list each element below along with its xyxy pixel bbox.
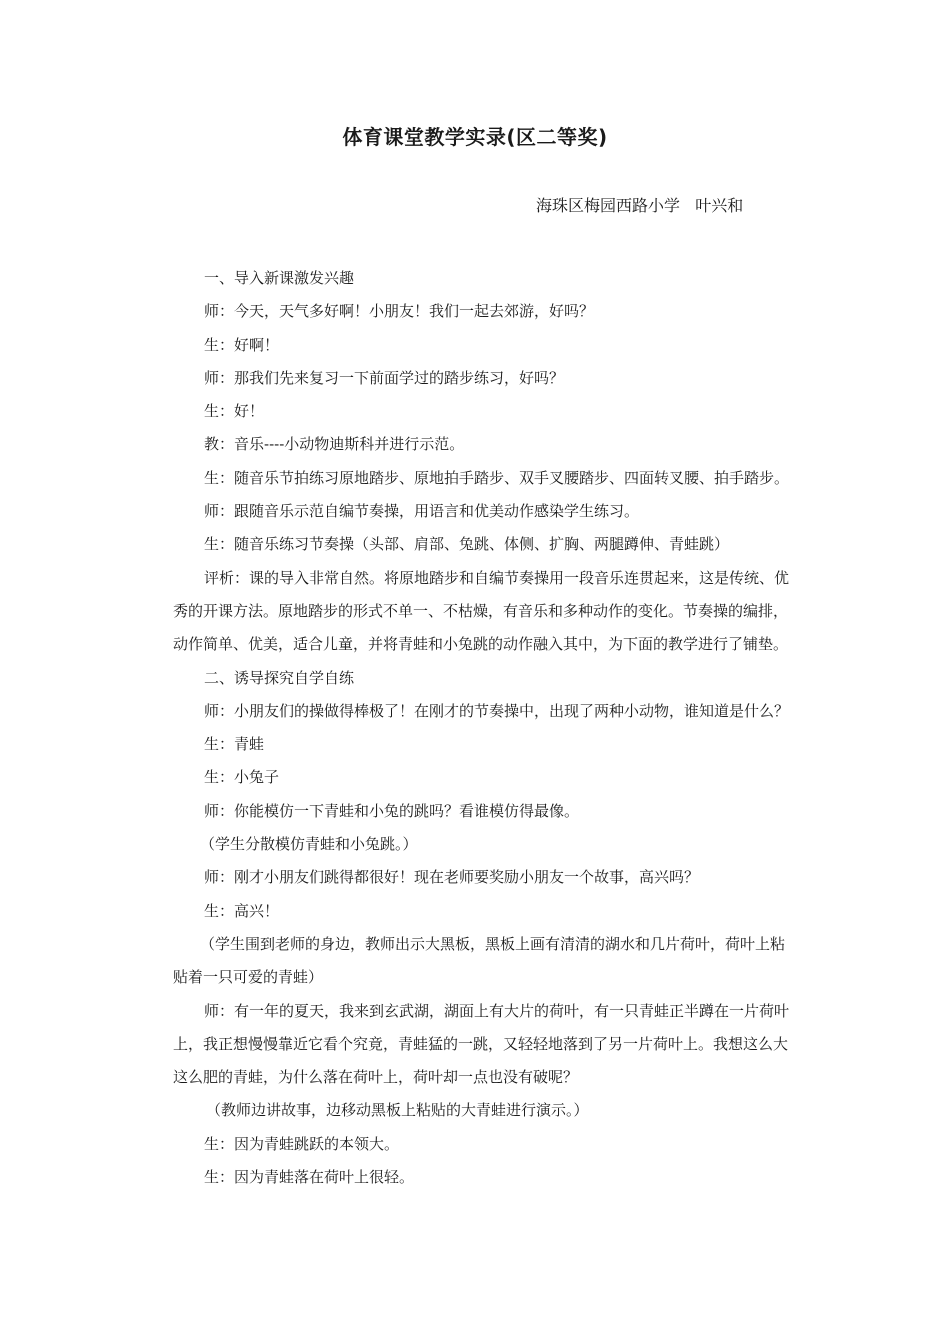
author-line: 海珠区梅园西路小学 叶兴和 — [536, 196, 744, 215]
paragraph-line: 师：有一年的夏天，我来到玄武湖，湖面上有大片的荷叶，有一只青蛙正半蹲在一片荷叶 — [204, 1001, 790, 1020]
paragraph-line: 师：跟随音乐示范自编节奏操，用语言和优美动作感染学生练习。 — [204, 502, 640, 521]
paragraph-line: 师：小朋友们的操做得棒极了！在刚才的节奏操中，出现了两种小动物，谁知道是什么？ — [204, 701, 790, 720]
section-heading: 二、诱导探究自学自练 — [204, 668, 355, 687]
paragraph-line: 师：今天，天气多好啊！小朋友！我们一起去郊游，好吗？ — [204, 302, 595, 321]
paragraph-line: 师：刚才小朋友们跳得都很好！现在老师要奖励小朋友一个故事，高兴吗？ — [204, 868, 700, 887]
paragraph-line: （学生围到老师的身边，教师出示大黑板，黑板上画有清清的湖水和几片荷叶，荷叶上粘 — [200, 934, 786, 953]
paragraph-line: 生：随音乐节拍练习原地踏步、原地拍手踏步、双手叉腰踏步、四面转叉腰、拍手踏步。 — [204, 468, 790, 487]
paragraph-line: 生：小兔子 — [204, 768, 280, 787]
paragraph-line: 秀的开课方法。原地踏步的形式不单一、不枯燥，有音乐和多种动作的变化。节奏操的编排， — [173, 601, 789, 620]
paragraph-line: （学生分散模仿青蛙和小兔跳。） — [200, 835, 418, 854]
paragraph-line: 师：那我们先来复习一下前面学过的踏步练习，好吗？ — [204, 368, 565, 387]
paragraph-line: 动作简单、优美，适合儿童，并将青蛙和小兔跳的动作融入其中，为下面的教学进行了铺垫。 — [173, 635, 789, 654]
paragraph-line: 生：因为青蛙跳跃的本领大。 — [204, 1134, 400, 1153]
paragraph-line: 生：高兴！ — [204, 901, 280, 920]
paragraph-line: 生：因为青蛙落在荷叶上很轻。 — [204, 1168, 415, 1187]
document-body — [173, 262, 845, 1194]
paragraph-line: 评析：课的导入非常自然。将原地踏步和自编节奏操用一段音乐连贯起来，这是传统、优 — [204, 568, 790, 587]
paragraph-line: 这么肥的青蛙，为什么落在荷叶上，荷叶却一点也没有破呢？ — [173, 1068, 579, 1087]
paragraph-line: 生：好！ — [204, 402, 265, 421]
paragraph-line: 教：音乐----小动物迪斯科并进行示范。 — [204, 435, 465, 454]
document-title: 体育课堂教学实录(区二等奖) — [342, 125, 608, 149]
paragraph-line: 生：随音乐练习节奏操（头部、肩部、兔跳、体侧、扩胸、两腿蹲伸、青蛙跳） — [204, 535, 730, 554]
paragraph-line: 生：好啊！ — [204, 335, 280, 354]
paragraph-line: 师：你能模仿一下青蛙和小兔的跳吗？看谁模仿得最像。 — [204, 801, 580, 820]
paragraph-line: 上，我正想慢慢靠近它看个究竟，青蛙猛的一跳，又轻轻地落到了另一片荷叶上。我想这么大 — [173, 1034, 789, 1053]
paragraph-line: （教师边讲故事，边移动黑板上粘贴的大青蛙进行演示。） — [206, 1101, 589, 1120]
paragraph-line: 贴着一只可爱的青蛙） — [173, 968, 324, 987]
paragraph-line: 生：青蛙 — [204, 735, 265, 754]
section-heading: 一、导入新课激发兴趣 — [204, 269, 355, 287]
